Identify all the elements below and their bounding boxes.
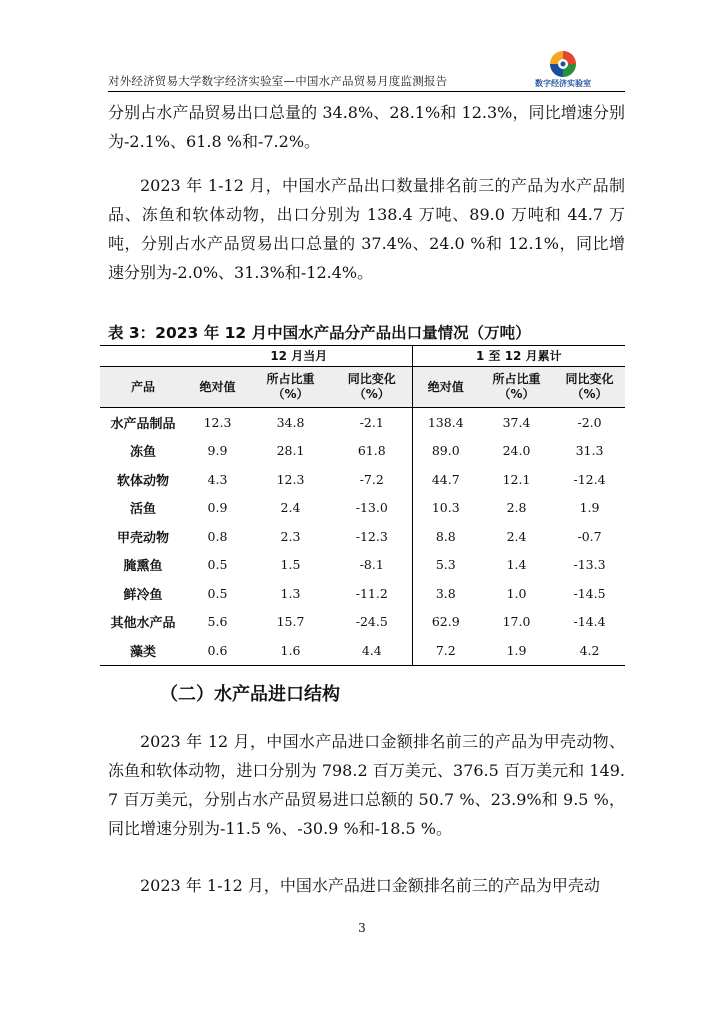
table-cell-y-abs: 7.2 (412, 636, 479, 665)
export-volume-table (100, 345, 625, 666)
table-cell-product: 藻类 (100, 636, 186, 665)
paragraph-import-monthly: 2023 年 12 月，中国水产品进口金额排名前三的产品为甲壳动物、冻鱼和软体动物，进口分别为 798.2 百万美元、376.5 百万美元和 149.7 百万美元，分别占水产品贸易进口总额的 50.7 %、23.9%和 9.5 %，同比增速分别为-11.5 %、-30.9 %和-18.5 %。 (108, 732, 625, 838)
table-cell-m-abs: 0.8 (207, 528, 228, 544)
table-cell-m-yoy: -7.2 (332, 465, 412, 494)
lab-logo (520, 48, 606, 90)
table-cell-y-share: 2.8 (506, 500, 527, 516)
report-header-title: 对外经济贸易大学数字经济实验室—中国水产品贸易月度监测报告 (108, 74, 448, 88)
table-cell-m-abs: 0.5 (207, 557, 228, 573)
page-number: 3 (358, 921, 366, 935)
table-cell-product: 水产品制品 (110, 416, 176, 432)
table-cell-y-abs: 8.8 (435, 528, 456, 544)
table-cell-m-share: 1.5 (280, 557, 301, 573)
table-column-header (100, 367, 625, 408)
table-cell-m-share: 2.4 (280, 500, 301, 516)
paragraph-export-annual: 2023 年 1-12 月，中国水产品出口数量排名前三的产品为水产品制品、冻鱼和软体动物，出口分别为 138.4 万吨、89.0 万吨和 44.7 万吨，分别占水产品贸易出口总量的 37.4%、24.0 %和 12.1%，同比增速分别为-2.0%、31.3%和-12.4%。 (108, 176, 625, 282)
table-title: 表 3：2023 年 12 月中国水产品分产品出口量情况（万吨） (108, 324, 531, 342)
table-cell-m-abs: 0.6 (186, 636, 249, 665)
table-cell-m-yoy: -8.1 (332, 551, 412, 580)
table-row (100, 551, 625, 580)
table-cell-product: 腌熏鱼 (123, 559, 163, 575)
col-header-month-yoy: 同比变化 （%） (332, 367, 412, 408)
col-header-month-share: 所占比重 （%） (249, 367, 332, 408)
table-cell-product: 冻鱼 (129, 445, 156, 461)
table-cell-m-yoy: -13.0 (332, 494, 412, 523)
table-cell-y-yoy: -14.4 (573, 614, 606, 630)
table-cell-m-abs: 5.6 (207, 614, 228, 630)
table-cell-y-share: 2.4 (506, 528, 527, 544)
table-cell-y-abs: 5.3 (435, 557, 456, 573)
table-cell-y-share: 12.1 (502, 471, 531, 487)
table-cell-m-share: 2.3 (280, 528, 301, 544)
col-header-ytd-share: 所占比重 （%） (479, 367, 554, 408)
table-cell-m-share: 12.3 (276, 471, 305, 487)
table-cell-m-abs: 4.3 (207, 471, 228, 487)
table-cell-m-share: 34.8 (276, 414, 305, 430)
table-cell-m-abs: 0.9 (207, 500, 228, 516)
table-cell-y-abs: 89.0 (431, 443, 460, 459)
table-cell-m-yoy: -2.1 (332, 408, 412, 437)
table-cell-m-share: 1.3 (280, 585, 301, 601)
table-cell-y-abs: 10.3 (431, 500, 460, 516)
table-cell-m-abs: 0.5 (207, 585, 228, 601)
group-header-ytd: 1 至 12 月累计 (412, 346, 625, 367)
table-cell-m-yoy: -12.3 (332, 522, 412, 551)
table-cell-y-yoy: -2.0 (577, 414, 602, 430)
table-cell-y-share: 1.0 (506, 585, 527, 601)
table-cell-y-abs: 44.7 (431, 471, 460, 487)
table-cell-product: 鲜冷鱼 (123, 587, 163, 603)
paragraph-import-annual: 2023 年 1-12 月，中国水产品进口金额排名前三的产品为甲壳动 (140, 876, 600, 895)
table-row (100, 608, 625, 637)
table-cell-m-abs: 9.9 (207, 443, 228, 459)
table-row (100, 494, 625, 523)
table-cell-y-share: 37.4 (502, 414, 531, 430)
table-cell-y-yoy: -0.7 (577, 528, 602, 544)
table-group-header (100, 346, 625, 367)
table-cell-y-abs: 62.9 (431, 614, 460, 630)
table-cell-product: 其他水产品 (110, 616, 176, 632)
col-header-ytd-yoy: 同比变化 （%） (554, 367, 625, 408)
group-header-month: 12 月当月 (186, 346, 412, 367)
table-cell-m-abs: 12.3 (203, 414, 232, 430)
table-cell-product: 活鱼 (129, 502, 156, 518)
table-cell-y-yoy: -13.3 (573, 557, 606, 573)
table-cell-y-abs: 3.8 (435, 585, 456, 601)
table-cell-y-yoy: -12.4 (573, 471, 606, 487)
table-cell-m-yoy: -11.2 (332, 579, 412, 608)
table-cell-m-share: 28.1 (276, 443, 305, 459)
table-row (100, 636, 625, 665)
paragraph-export-share: 分别占水产品贸易出口总量的 34.8%、28.1%和 12.3%，同比增速分别为-2.1%、61.8 %和-7.2%。 (108, 103, 625, 151)
logo-caption: 数字经济实验室 (535, 79, 591, 88)
table-cell-m-yoy: 4.4 (332, 636, 412, 665)
table-row (100, 579, 625, 608)
table-cell-m-yoy: -24.5 (332, 608, 412, 637)
globe-logo-icon (520, 48, 606, 80)
table-row (100, 408, 625, 437)
table-cell-product: 软体动物 (116, 473, 169, 489)
col-header-ytd-abs: 绝对值 (412, 367, 479, 408)
table-cell-y-yoy: -14.5 (573, 585, 606, 601)
table-cell-y-share: 17.0 (502, 614, 531, 630)
table-cell-y-share: 1.9 (479, 636, 554, 665)
table-cell-y-abs: 138.4 (427, 414, 464, 430)
table-cell-m-share: 1.6 (249, 636, 332, 665)
table-row (100, 465, 625, 494)
table-cell-y-share: 1.4 (506, 557, 527, 573)
table-cell-y-yoy: 31.3 (575, 443, 604, 459)
header-divider (108, 91, 625, 92)
table-cell-m-yoy: 61.8 (332, 437, 412, 466)
table-cell-y-yoy: 1.9 (579, 500, 600, 516)
col-header-month-abs: 绝对值 (186, 367, 249, 408)
table-row (100, 437, 625, 466)
col-header-product: 产品 (100, 367, 186, 408)
table-cell-y-share: 24.0 (502, 443, 531, 459)
section-heading-import-structure: （二）水产品进口结构 (160, 684, 340, 705)
table-cell-y-yoy: 4.2 (554, 636, 625, 665)
table-cell-product: 甲壳动物 (116, 530, 169, 546)
table-cell-m-share: 15.7 (276, 614, 305, 630)
table-row (100, 522, 625, 551)
